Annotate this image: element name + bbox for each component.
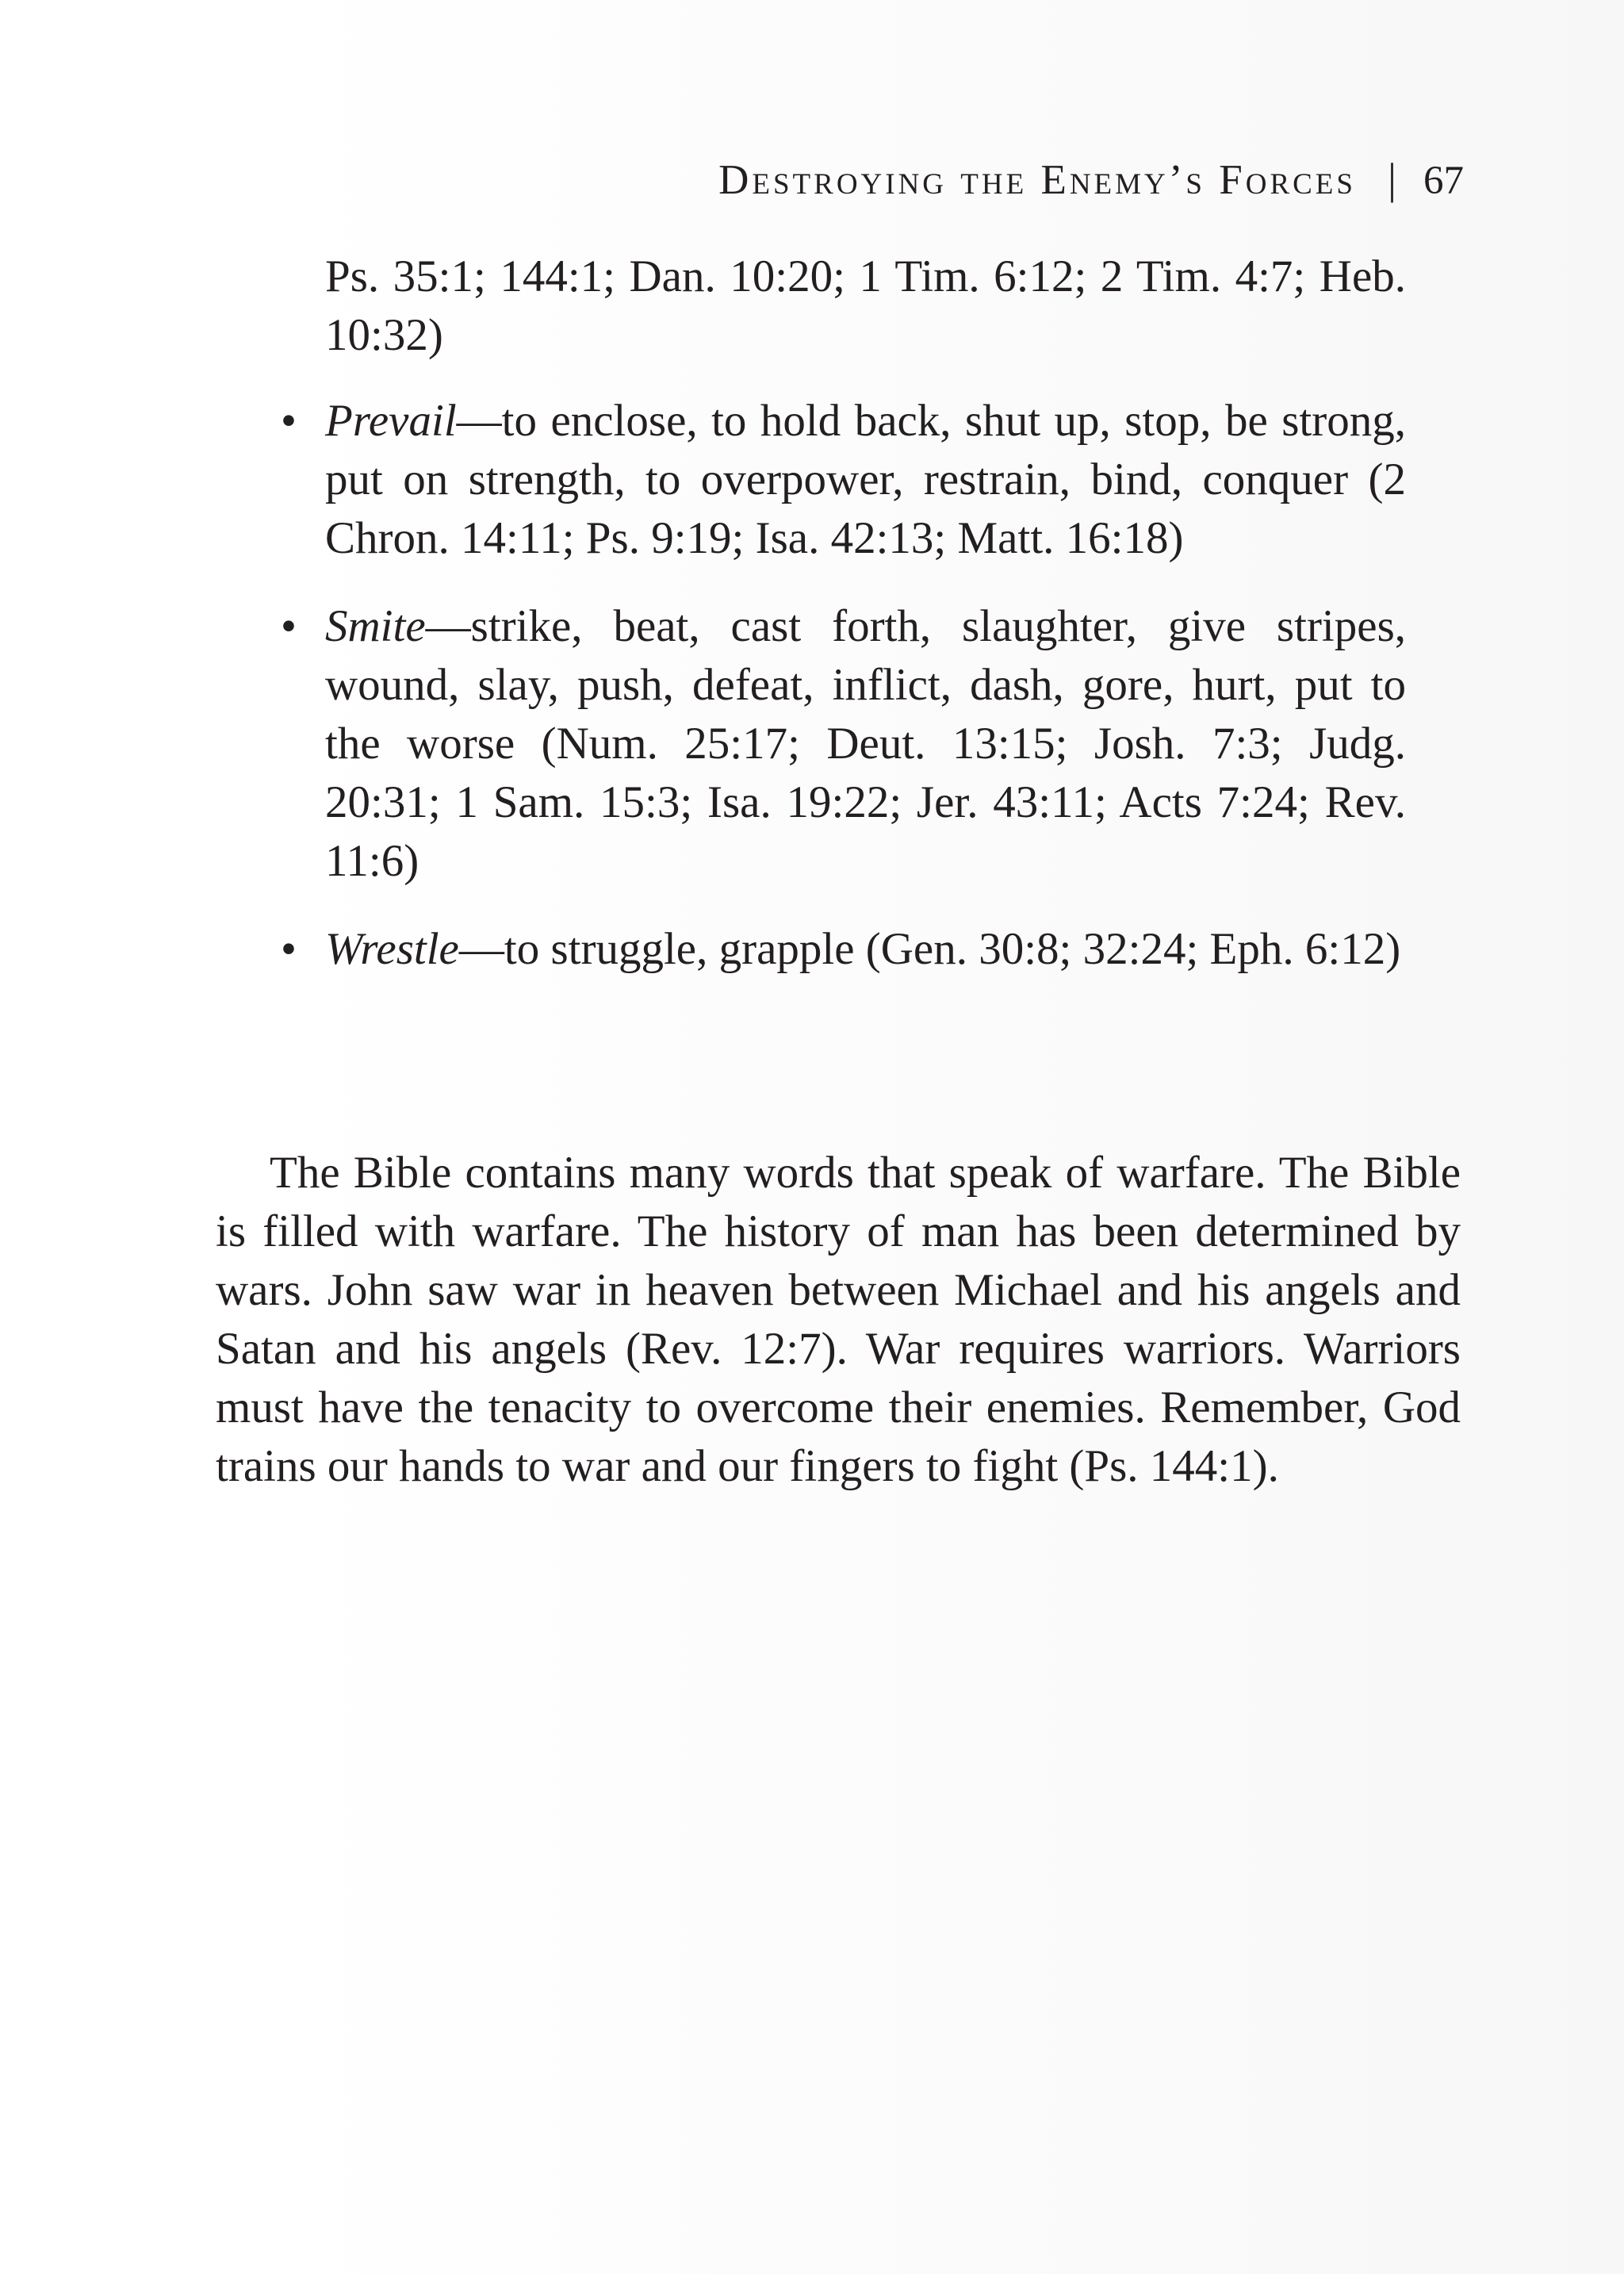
continued-reference-text: Ps. 35:1; 144:1; Dan. 10:20; 1 Tim. 6:12; 2 Tim. 4:7; Heb. 10:32) [325,251,1406,360]
running-header [444,155,1464,203]
bullet-icon: • [281,396,297,446]
page-number: 67 [1423,159,1464,203]
definition-text: —strike, beat, cast forth, slaughter, give stripes, wound, slay, push, defeat, inflict, dash, gore, hurt, put to the worse (Num. 25:17; Deut. 13:15; Josh. 7:3; Judg. 20:31; 1 Sam. 15:3; Isa. 19:22; Jer. 43:11; Acts 7:24; Rev. 11:6) [325,601,1406,886]
definition-term: Wrestle [325,924,459,974]
body-paragraph: The Bible contains many words that speak of warfare. The Bible is filled with warfare. The history of man has been determined by wars. John saw war in heaven between Michael and his angels and Satan and his angels (Rev. 12:7). War requires warriors. Warriors must have the tenacity to overcome their enemies. Remember, God trains our hands to war and our fingers to fight (Ps. 144:1). [216,1148,1461,1491]
definition-text: —to struggle, grapple (Gen. 30:8; 32:24; Eph. 6:12) [458,924,1401,974]
definition-item-smite [281,597,1406,891]
header-separator: | [1387,155,1400,203]
bullet-icon: • [281,601,297,651]
definition-item-wrestle [281,920,1406,979]
bullet-icon: • [281,924,297,974]
definition-text: —to enclose, to hold back, shut up, stop, be strong, put on strength, to overpower, restrain, bind, conquer (2 Chron. 14:11; Ps. 9:19; Isa. 42:13; Matt. 16:18) [325,396,1406,563]
definition-list [281,392,1406,1008]
definition-term: Prevail [325,396,457,446]
definition-term: Smite [325,601,426,651]
running-head-title: Destroying the Enemy’s Forces [718,157,1356,203]
definition-item-prevail [281,392,1406,568]
